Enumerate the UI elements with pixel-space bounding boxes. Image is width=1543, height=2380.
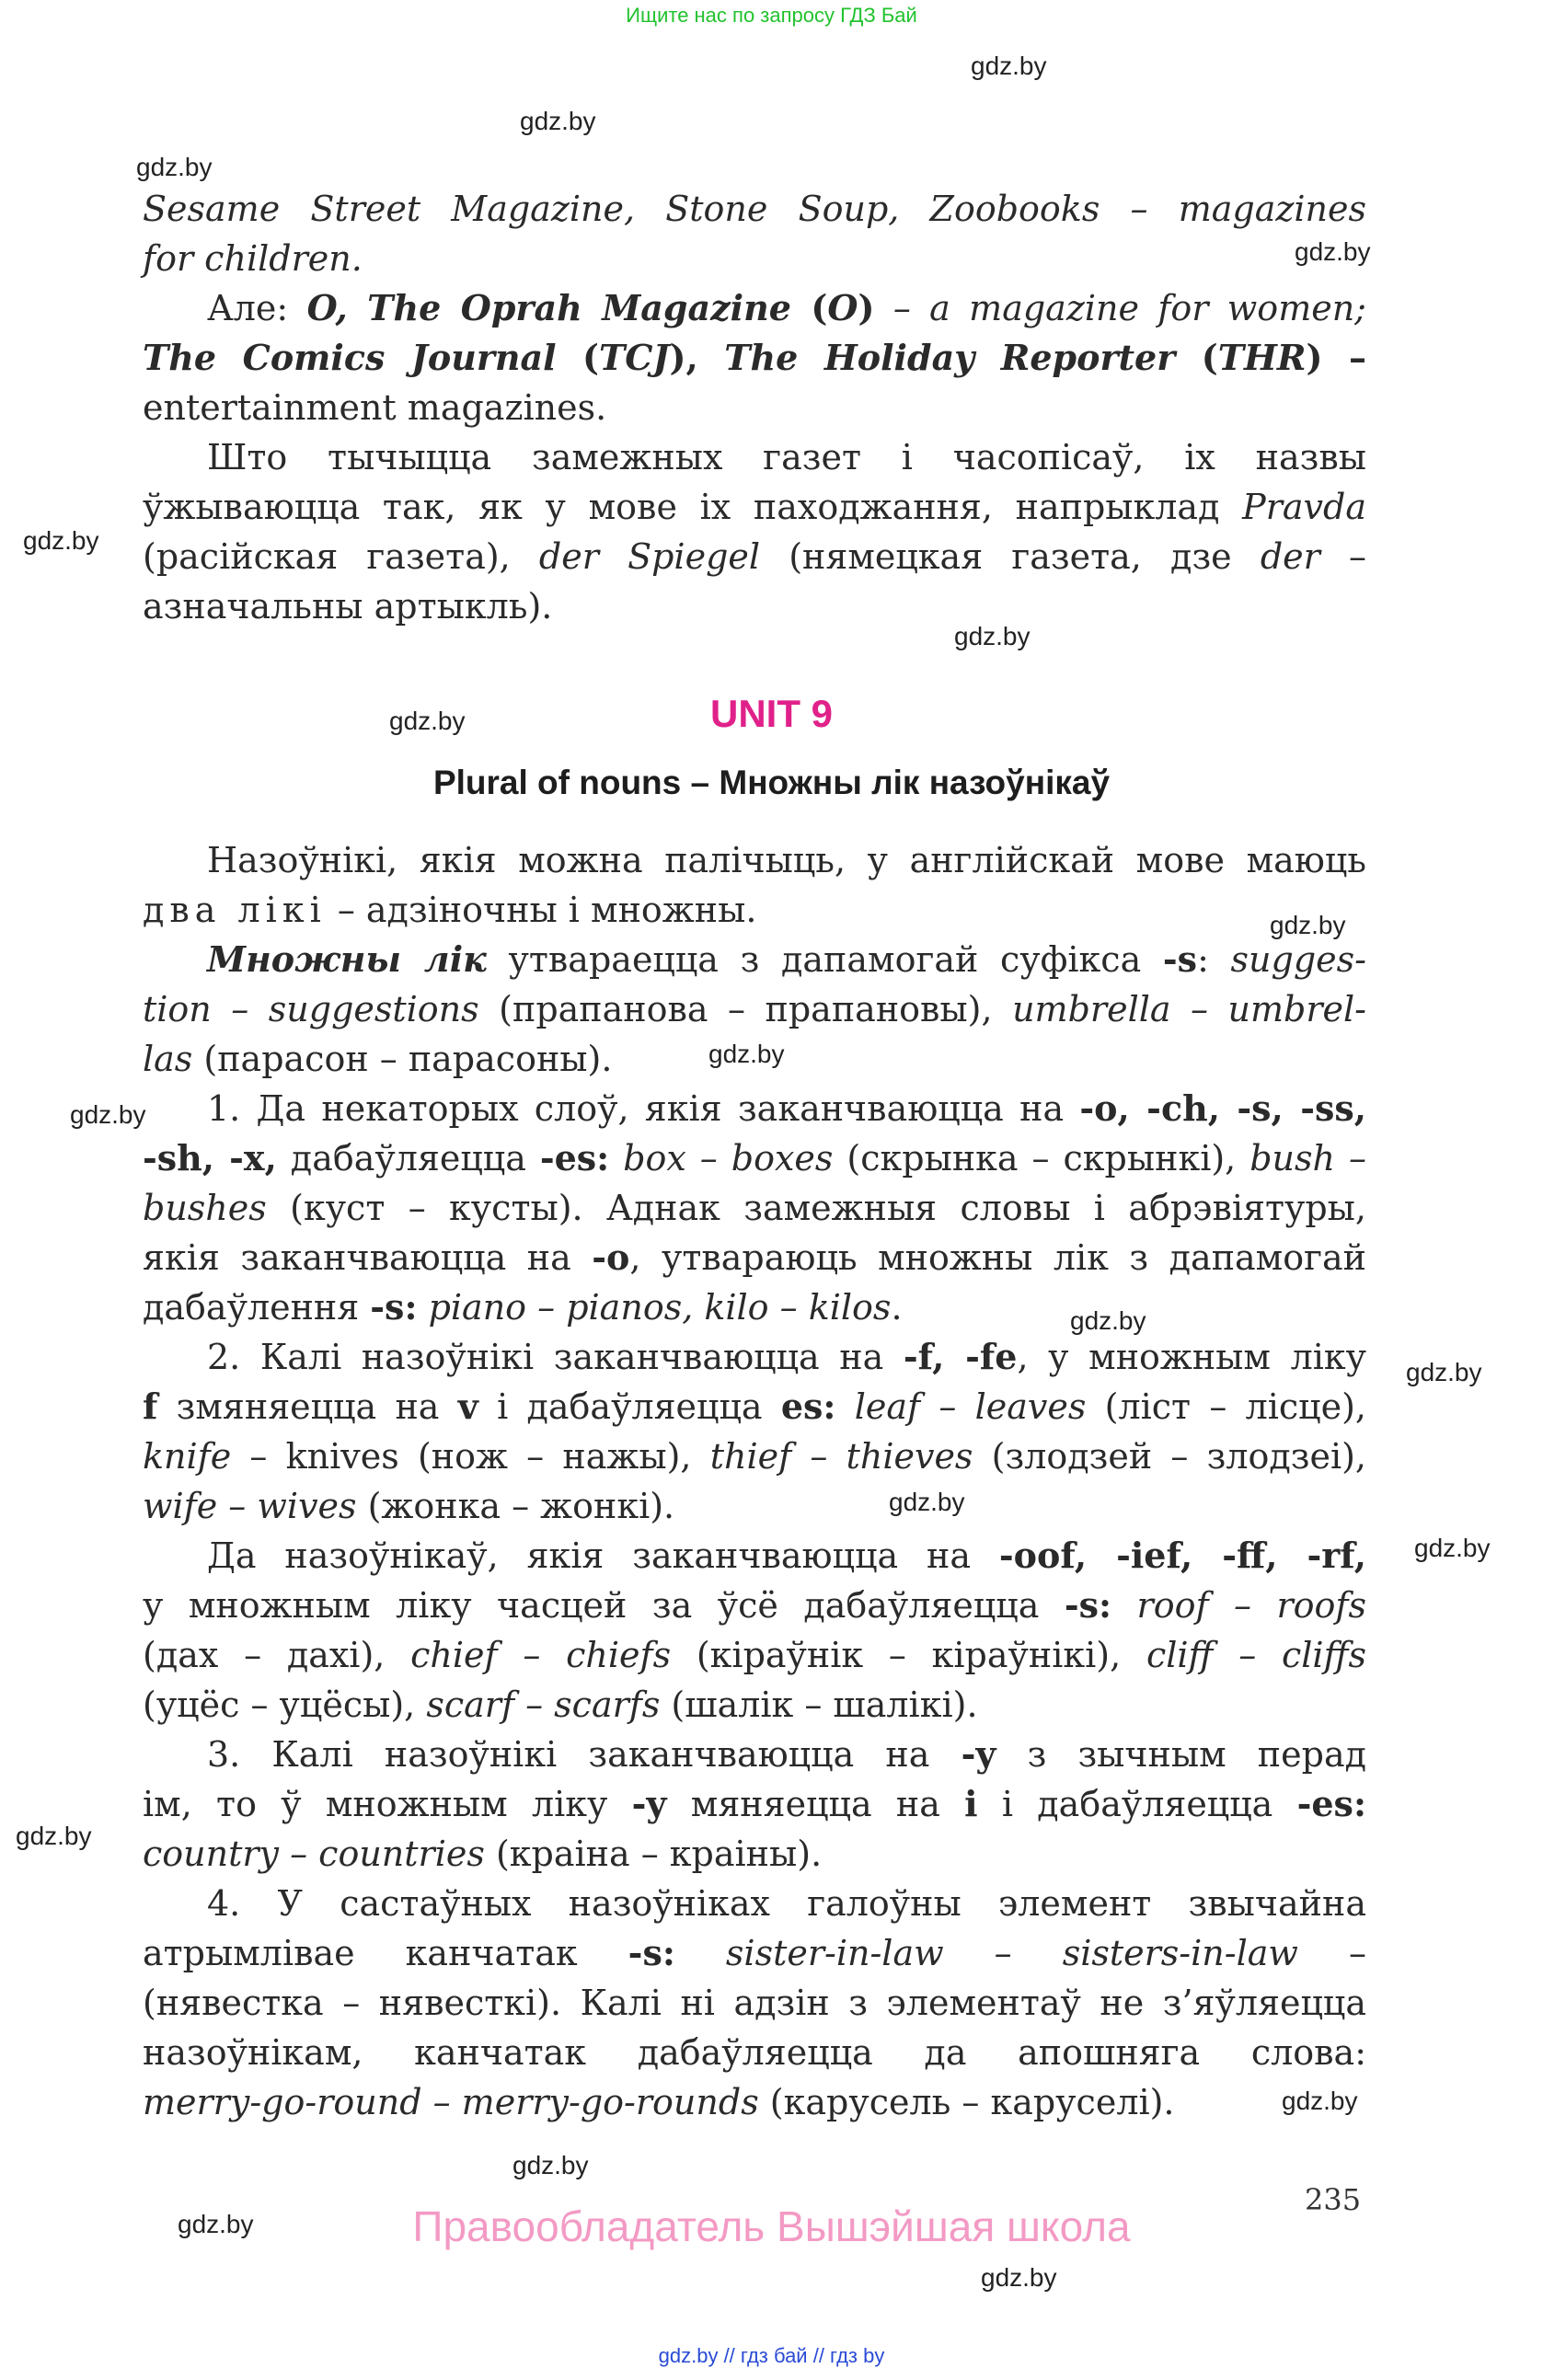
text-line <box>143 432 1366 482</box>
text-span: 1. Да некаторых слоў, якія заканчваюцца на <box>207 1088 1080 1129</box>
text-span: (ліст – лісце), <box>1086 1386 1366 1427</box>
example-word: umbrella – umbrel- <box>1012 989 1366 1029</box>
unit-title: UNIT 9 <box>709 692 833 735</box>
suffix: -es: <box>1296 1783 1366 1824</box>
text-span: – a magazine for women; <box>874 288 1366 328</box>
text-span: 2. Калі назоўнікі заканчваюцца на <box>207 1337 904 1377</box>
text-span: (расійская газета), <box>143 536 539 577</box>
text-span: (дах – дахі), <box>143 1635 411 1675</box>
watermark: gdz.by <box>954 622 1031 650</box>
text-line <box>143 383 1366 432</box>
example-word: sister-in-law – sisters-in-law <box>674 1933 1298 1973</box>
text-span: Да назоўнікаў, якія заканчваюцца на <box>207 1535 999 1576</box>
suffix: -o <box>592 1236 630 1278</box>
intro-text-block <box>143 184 1366 631</box>
text-span: 3. Калі назоўнікі заканчваюцца на <box>207 1734 961 1775</box>
section-title: Plural of nouns – Множны лік назоўнікаў <box>432 764 1111 801</box>
text-line <box>143 1084 1366 1133</box>
suffix: -s: <box>1064 1584 1112 1626</box>
suffix: -y <box>631 1783 667 1824</box>
text-line <box>143 1779 1366 1829</box>
example-word: tion – suggestions <box>143 989 479 1029</box>
text-span: (карусель – каруселі). <box>758 2082 1175 2122</box>
text-line <box>143 1531 1366 1581</box>
text-span: (уцёс – уцёсы), <box>143 1684 427 1725</box>
text-line <box>143 1282 1366 1332</box>
suffix: -s: <box>370 1286 418 1328</box>
watermark: gdz.by <box>1282 2087 1358 2115</box>
example-word: sugges- <box>1230 939 1366 980</box>
magazine-abbr: THR <box>1217 337 1307 378</box>
text-line <box>143 1978 1366 2028</box>
example-word: roof – roofs <box>1111 1585 1366 1626</box>
magazine-abbr: O <box>827 287 858 328</box>
copyright-notice: Правообладатель Вышэйшая школа <box>412 2202 1131 2250</box>
text-span: і дабаўляецца <box>478 1386 781 1427</box>
suffix: es: <box>780 1385 836 1427</box>
suffix: -sh, -x, <box>143 1137 277 1179</box>
text-line <box>143 1481 1366 1531</box>
suffix: -y <box>961 1733 996 1775</box>
text-span: : <box>1197 939 1231 980</box>
suffix: -s: <box>628 1932 675 1973</box>
text-line <box>143 1928 1366 1978</box>
text-span: мяняецца на <box>666 1784 965 1824</box>
text-line <box>143 532 1366 581</box>
text-line <box>143 2028 1366 2077</box>
text-line <box>143 482 1366 532</box>
text-line <box>143 1332 1366 1382</box>
text-span: (кіраўнік – кіраўнікі), <box>671 1635 1146 1675</box>
text-line <box>143 1680 1366 1730</box>
watermark: gdz.by <box>70 1100 146 1129</box>
suffix: -oof, -ief, -ff, -rf, <box>998 1535 1366 1576</box>
text-span: ( <box>790 287 828 328</box>
text-line <box>143 2077 1366 2127</box>
watermark: gdz.by <box>16 1822 92 1850</box>
example-word: cliff – cliffs <box>1146 1635 1366 1675</box>
text-span: . <box>891 1287 903 1328</box>
text-span: ( <box>556 337 600 378</box>
magazine-title: The Comics Journal <box>143 337 557 378</box>
magazine-title: O, The Oprah Magazine <box>306 287 791 328</box>
text-span: (жонка – жонкі). <box>356 1486 675 1526</box>
watermark: gdz.by <box>708 1040 785 1068</box>
spaced-term: два лікі <box>143 890 327 930</box>
text-span: Назоўнікі, якія можна палічыць, у англійскай мове маюць <box>207 840 1366 880</box>
suffix: -s <box>1162 938 1198 980</box>
watermark: gdz.by <box>136 153 213 181</box>
text-span: атрымлівае канчатак <box>143 1933 628 1973</box>
top-banner-link[interactable]: Ищите нас по запросу ГДЗ Бай <box>626 4 917 27</box>
suffix: -o, -ch, -s, -ss, <box>1079 1087 1366 1129</box>
text-span: (куст – кусты). Аднак замежныя словы і абрэвіятуры, <box>266 1188 1366 1228</box>
watermark: gdz.by <box>520 107 596 135</box>
text-line <box>143 835 1366 885</box>
text-span: змяняецца на <box>157 1386 458 1427</box>
text-line <box>143 234 1366 283</box>
watermark: gdz.by <box>512 2151 589 2179</box>
text-span: Што тычыцца замежных газет і часопісаў, іх назвы <box>207 437 1366 477</box>
text-span: дабаўляецца <box>276 1138 540 1179</box>
text-span: – адзіночны і множны. <box>326 890 757 930</box>
text-span: ім, то ў множным ліку <box>143 1784 632 1824</box>
magazine-audience: for children. <box>143 238 363 279</box>
example-word: scarf – scarfs <box>426 1684 661 1725</box>
watermark: gdz.by <box>971 52 1047 80</box>
text-line <box>143 1879 1366 1928</box>
text-line <box>143 1183 1366 1233</box>
text-span: азначальны артыкль). <box>143 586 553 627</box>
text-span: entertainment magazines. <box>143 387 607 428</box>
text-span: 4. У састаўных назоўніках галоўны элемент звычайна <box>207 1883 1366 1924</box>
text-span: з зычным перад <box>996 1734 1366 1775</box>
text-line <box>143 283 1366 333</box>
text-line <box>143 1829 1366 1879</box>
text-line <box>143 1034 1366 1084</box>
magazine-title: The Holiday Reporter <box>724 337 1176 378</box>
text-line <box>143 1730 1366 1779</box>
text-span: утвараецца з дапамогай суфікса <box>486 939 1163 980</box>
suffix: i <box>964 1783 978 1824</box>
suffix: -f, -fe <box>903 1336 1018 1377</box>
text-span: , у множным ліку <box>1017 1337 1366 1377</box>
text-line <box>143 1233 1366 1282</box>
text-line <box>143 1581 1366 1630</box>
example-word: las <box>143 1039 193 1079</box>
text-span: (злодзей – злодзеі), <box>973 1436 1367 1477</box>
page-number: 235 <box>1305 2182 1362 2217</box>
text-line <box>143 885 1366 935</box>
watermark: gdz.by <box>1070 1306 1146 1335</box>
example-word: merry-go-round – merry-go-rounds <box>143 2082 759 2122</box>
example-word: thief – thieves <box>709 1436 973 1477</box>
text-span: дабаўлення <box>143 1287 371 1328</box>
text-span: – knives (нож – нажы), <box>231 1436 710 1477</box>
example-word: piano – pianos, kilo – kilos <box>417 1287 892 1328</box>
example-word: der <box>1260 536 1320 577</box>
example-word: knife <box>143 1436 232 1477</box>
text-line <box>143 581 1366 631</box>
magazine-names: Sesame Street Magazine, Stone Soup, Zoobooks – magazines <box>143 189 1366 229</box>
text-span: (прапанова – прапановы), <box>478 989 1013 1029</box>
term: Множны лік <box>207 938 487 980</box>
example-word: box – boxes <box>609 1138 834 1179</box>
watermark: gdz.by <box>23 526 99 555</box>
suffix: v <box>457 1385 478 1427</box>
watermark: gdz.by <box>889 1488 965 1516</box>
text-span: ) <box>858 287 875 328</box>
example-word: der Spiegel <box>538 536 761 577</box>
plural-rules-text-block <box>143 835 1366 2127</box>
watermark: gdz.by <box>1406 1358 1482 1386</box>
text-line <box>143 1382 1366 1431</box>
text-span: (нямецкая газета, дзе <box>760 536 1261 577</box>
text-span: (краіна – краіны). <box>484 1834 823 1874</box>
watermark: gdz.by <box>1414 1534 1491 1562</box>
text-line <box>143 1133 1366 1183</box>
text-span: ), <box>669 337 725 378</box>
suffix: -es: <box>539 1137 610 1179</box>
text-span: ( <box>1175 337 1218 378</box>
text-span: , утвараюць множны лік з дапамогай <box>629 1237 1367 1278</box>
watermark: gdz.by <box>1270 911 1346 939</box>
text-span: якія заканчваюцца на <box>143 1237 593 1278</box>
text-span: (скрынка – скрынкі), <box>833 1138 1250 1179</box>
text-span: ) – <box>1306 337 1366 378</box>
text-span: (нявестка – нявесткі). Калі ні адзін з элементаў не з’яўляецца <box>143 1983 1366 2023</box>
text-span: назоўнікам, канчатак дабаўляецца да апошняга слова: <box>143 2032 1366 2073</box>
magazine-abbr: TCJ <box>599 337 670 378</box>
text-line <box>143 184 1366 234</box>
text-span: (парасон – парасоны). <box>192 1039 613 1079</box>
watermark: gdz.by <box>1295 237 1371 266</box>
suffix: f <box>143 1385 158 1427</box>
watermark: gdz.by <box>178 2210 254 2238</box>
text-span: Але: <box>207 288 307 328</box>
text-line <box>143 984 1366 1034</box>
text-span: – <box>1319 536 1366 577</box>
text-line <box>143 1630 1366 1680</box>
example-word: chief – chiefs <box>410 1635 672 1675</box>
example-word: country – countries <box>143 1834 485 1874</box>
text-span: – <box>1297 1933 1366 1973</box>
watermark: gdz.by <box>389 707 466 735</box>
text-line <box>143 1431 1366 1481</box>
example-word: bushes <box>143 1188 267 1228</box>
text-line <box>143 935 1366 984</box>
example-word: bush – <box>1249 1138 1366 1179</box>
example-word: wife – wives <box>143 1486 357 1526</box>
example-word: leaf – leaves <box>835 1386 1087 1427</box>
watermark: gdz.by <box>981 2263 1057 2292</box>
example-word: Pravda <box>1242 487 1366 527</box>
text-line <box>143 333 1366 383</box>
text-span: (шалік – шалікі). <box>660 1684 978 1725</box>
text-span: ўжываюцца так, як у мове іх паходжання, напрыклад <box>143 487 1243 527</box>
text-span: у множным ліку часцей за ўсё дабаўляецца <box>143 1585 1065 1626</box>
bottom-links[interactable]: gdz.by // гдз бай // гдз by <box>658 2344 885 2367</box>
text-span: і дабаўляецца <box>977 1784 1297 1824</box>
